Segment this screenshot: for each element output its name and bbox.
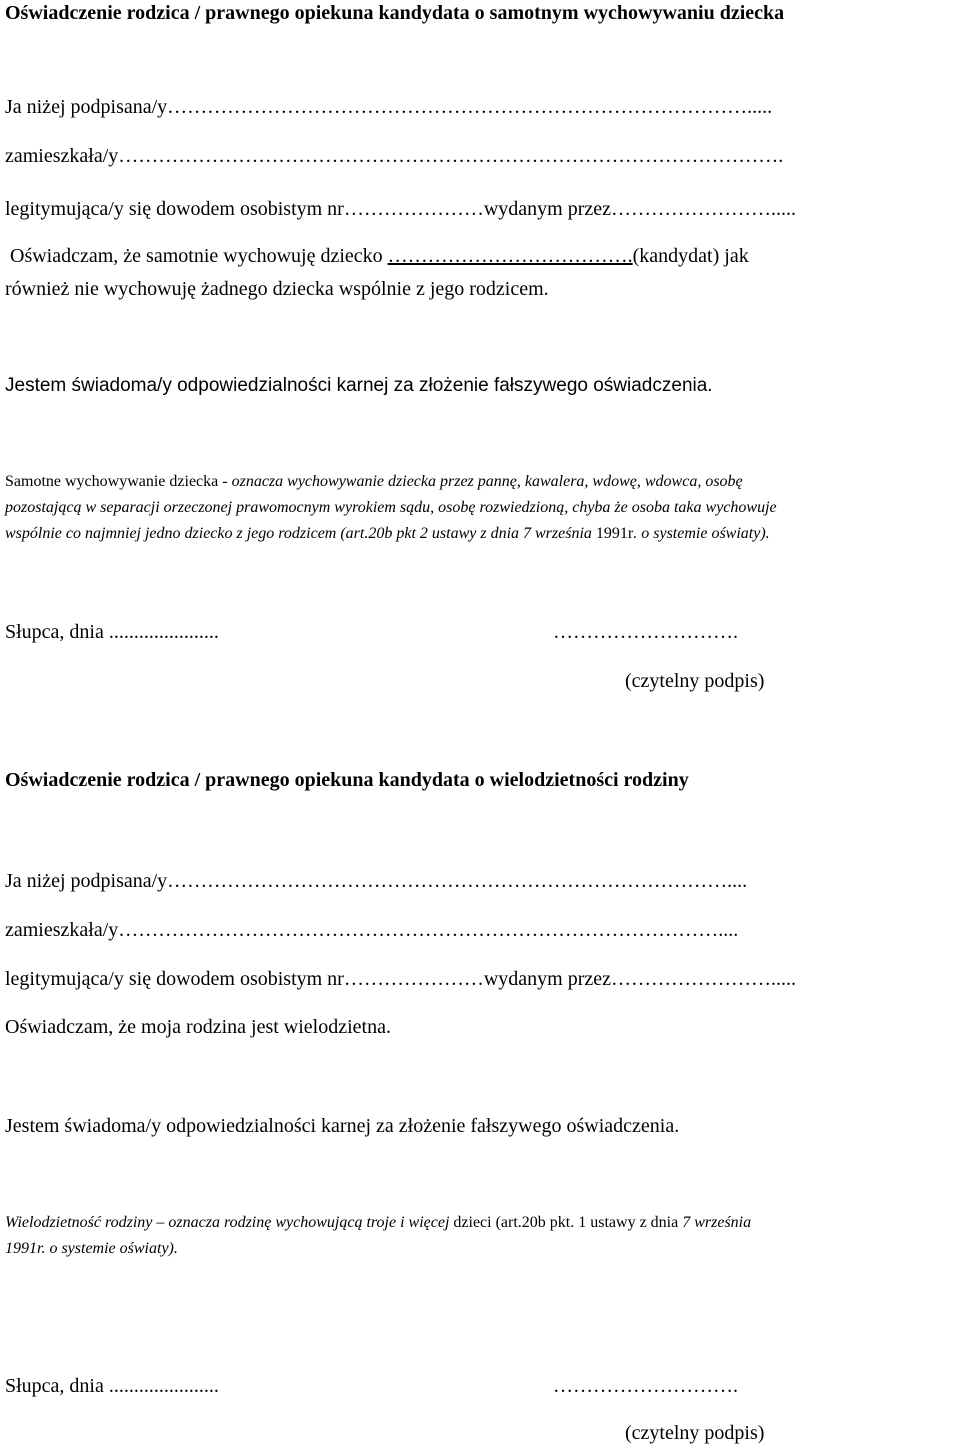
- definition-reference: wspólnie co najmniej jedno dziecko z jego rodzicem (art.20b pkt 2 ustawy z dnia 7 września: [5, 525, 596, 542]
- address-line: zamieszkała/y………………………………………………………………………………....: [5, 919, 739, 941]
- section1-title: Oświadczenie rodzica / prawnego opiekuna kandydata o samotnym wychowywaniu dziecka: [5, 2, 785, 24]
- definition-year: 1991r: [595, 525, 634, 542]
- definition-line-3: [5, 526, 770, 542]
- definition-term: Samotne wychowywanie dziecka -: [5, 473, 232, 490]
- definition-line-1: [5, 474, 743, 490]
- declaration-line-2: również nie wychowuję żadnego dziecka wspólnie z jego rodzicem.: [5, 278, 549, 300]
- place-date: Słupca, dnia ......................: [5, 1375, 219, 1397]
- signature-line: ……………………….: [553, 621, 738, 643]
- declaration-candidate: (kandydat) jak: [632, 245, 749, 267]
- id-line: [5, 969, 796, 989]
- id-line: [5, 199, 796, 219]
- declaration-line: Oświadczam, że moja rodzina jest wielodzietna.: [5, 1016, 391, 1038]
- responsibility-statement: Jestem świadoma/y odpowiedzialności karnej za złożenie fałszywego oświadczenia.: [5, 1115, 680, 1137]
- declaration-line-1: [10, 246, 749, 266]
- definition-line-1: [5, 1215, 751, 1231]
- address-line: zamieszkała/y……………………………………………………………………………………….: [5, 145, 784, 167]
- definition-act: . o systemie oświaty).: [633, 525, 770, 542]
- definition-line-2: pozostającą w separacji orzeczonej prawomocnym wyrokiem sądu, osobę rozwiedzioną, chyba że osoba taka wychowuje: [5, 499, 777, 516]
- place-date: Słupca, dnia ......................: [5, 621, 219, 643]
- signature-label: (czytelny podpis): [625, 670, 765, 692]
- issued-by-label: wydanym przez…………………….....: [483, 198, 797, 220]
- signature-label: (czytelny podpis): [625, 1422, 765, 1444]
- signature-line: ……………………….: [553, 1375, 738, 1397]
- definition-text: oznacza wychowywanie dziecka przez pannę, kawalera, wdowę, wdowca, osobę: [231, 473, 743, 490]
- section2-title: Oświadczenie rodzica / prawnego opiekuna kandydata o wielodzietności rodziny: [5, 769, 689, 791]
- definition-line-2: 1991r. o systemie oświaty).: [5, 1240, 178, 1257]
- definition-term: Wielodzietność rodziny – oznacza rodzinę wychowującą troje i więcej: [5, 1214, 454, 1231]
- responsibility-statement: Jestem świadoma/y odpowiedzialności karnej za złożenie fałszywego oświadczenia.: [5, 375, 713, 396]
- id-number-label: legitymująca/y się dowodem osobistym nr…………………: [5, 198, 484, 220]
- candidate-name-blank: ……………………………….: [387, 245, 633, 267]
- id-number-label: legitymująca/y się dowodem osobistym nr…………………: [5, 968, 484, 990]
- name-line: Ja niżej podpisana/y…………………………………………………………………………….....: [5, 96, 773, 118]
- issued-by-label: wydanym przez…………………….....: [483, 968, 797, 990]
- definition-reference: dzieci (art.20b pkt. 1 ustawy z dnia: [453, 1214, 683, 1231]
- definition-date: 7 września: [682, 1214, 752, 1231]
- name-line: Ja niżej podpisana/y…………………………………………………………………………....: [5, 870, 748, 892]
- declaration-text: Oświadczam, że samotnie wychowuję dziecko: [10, 245, 383, 267]
